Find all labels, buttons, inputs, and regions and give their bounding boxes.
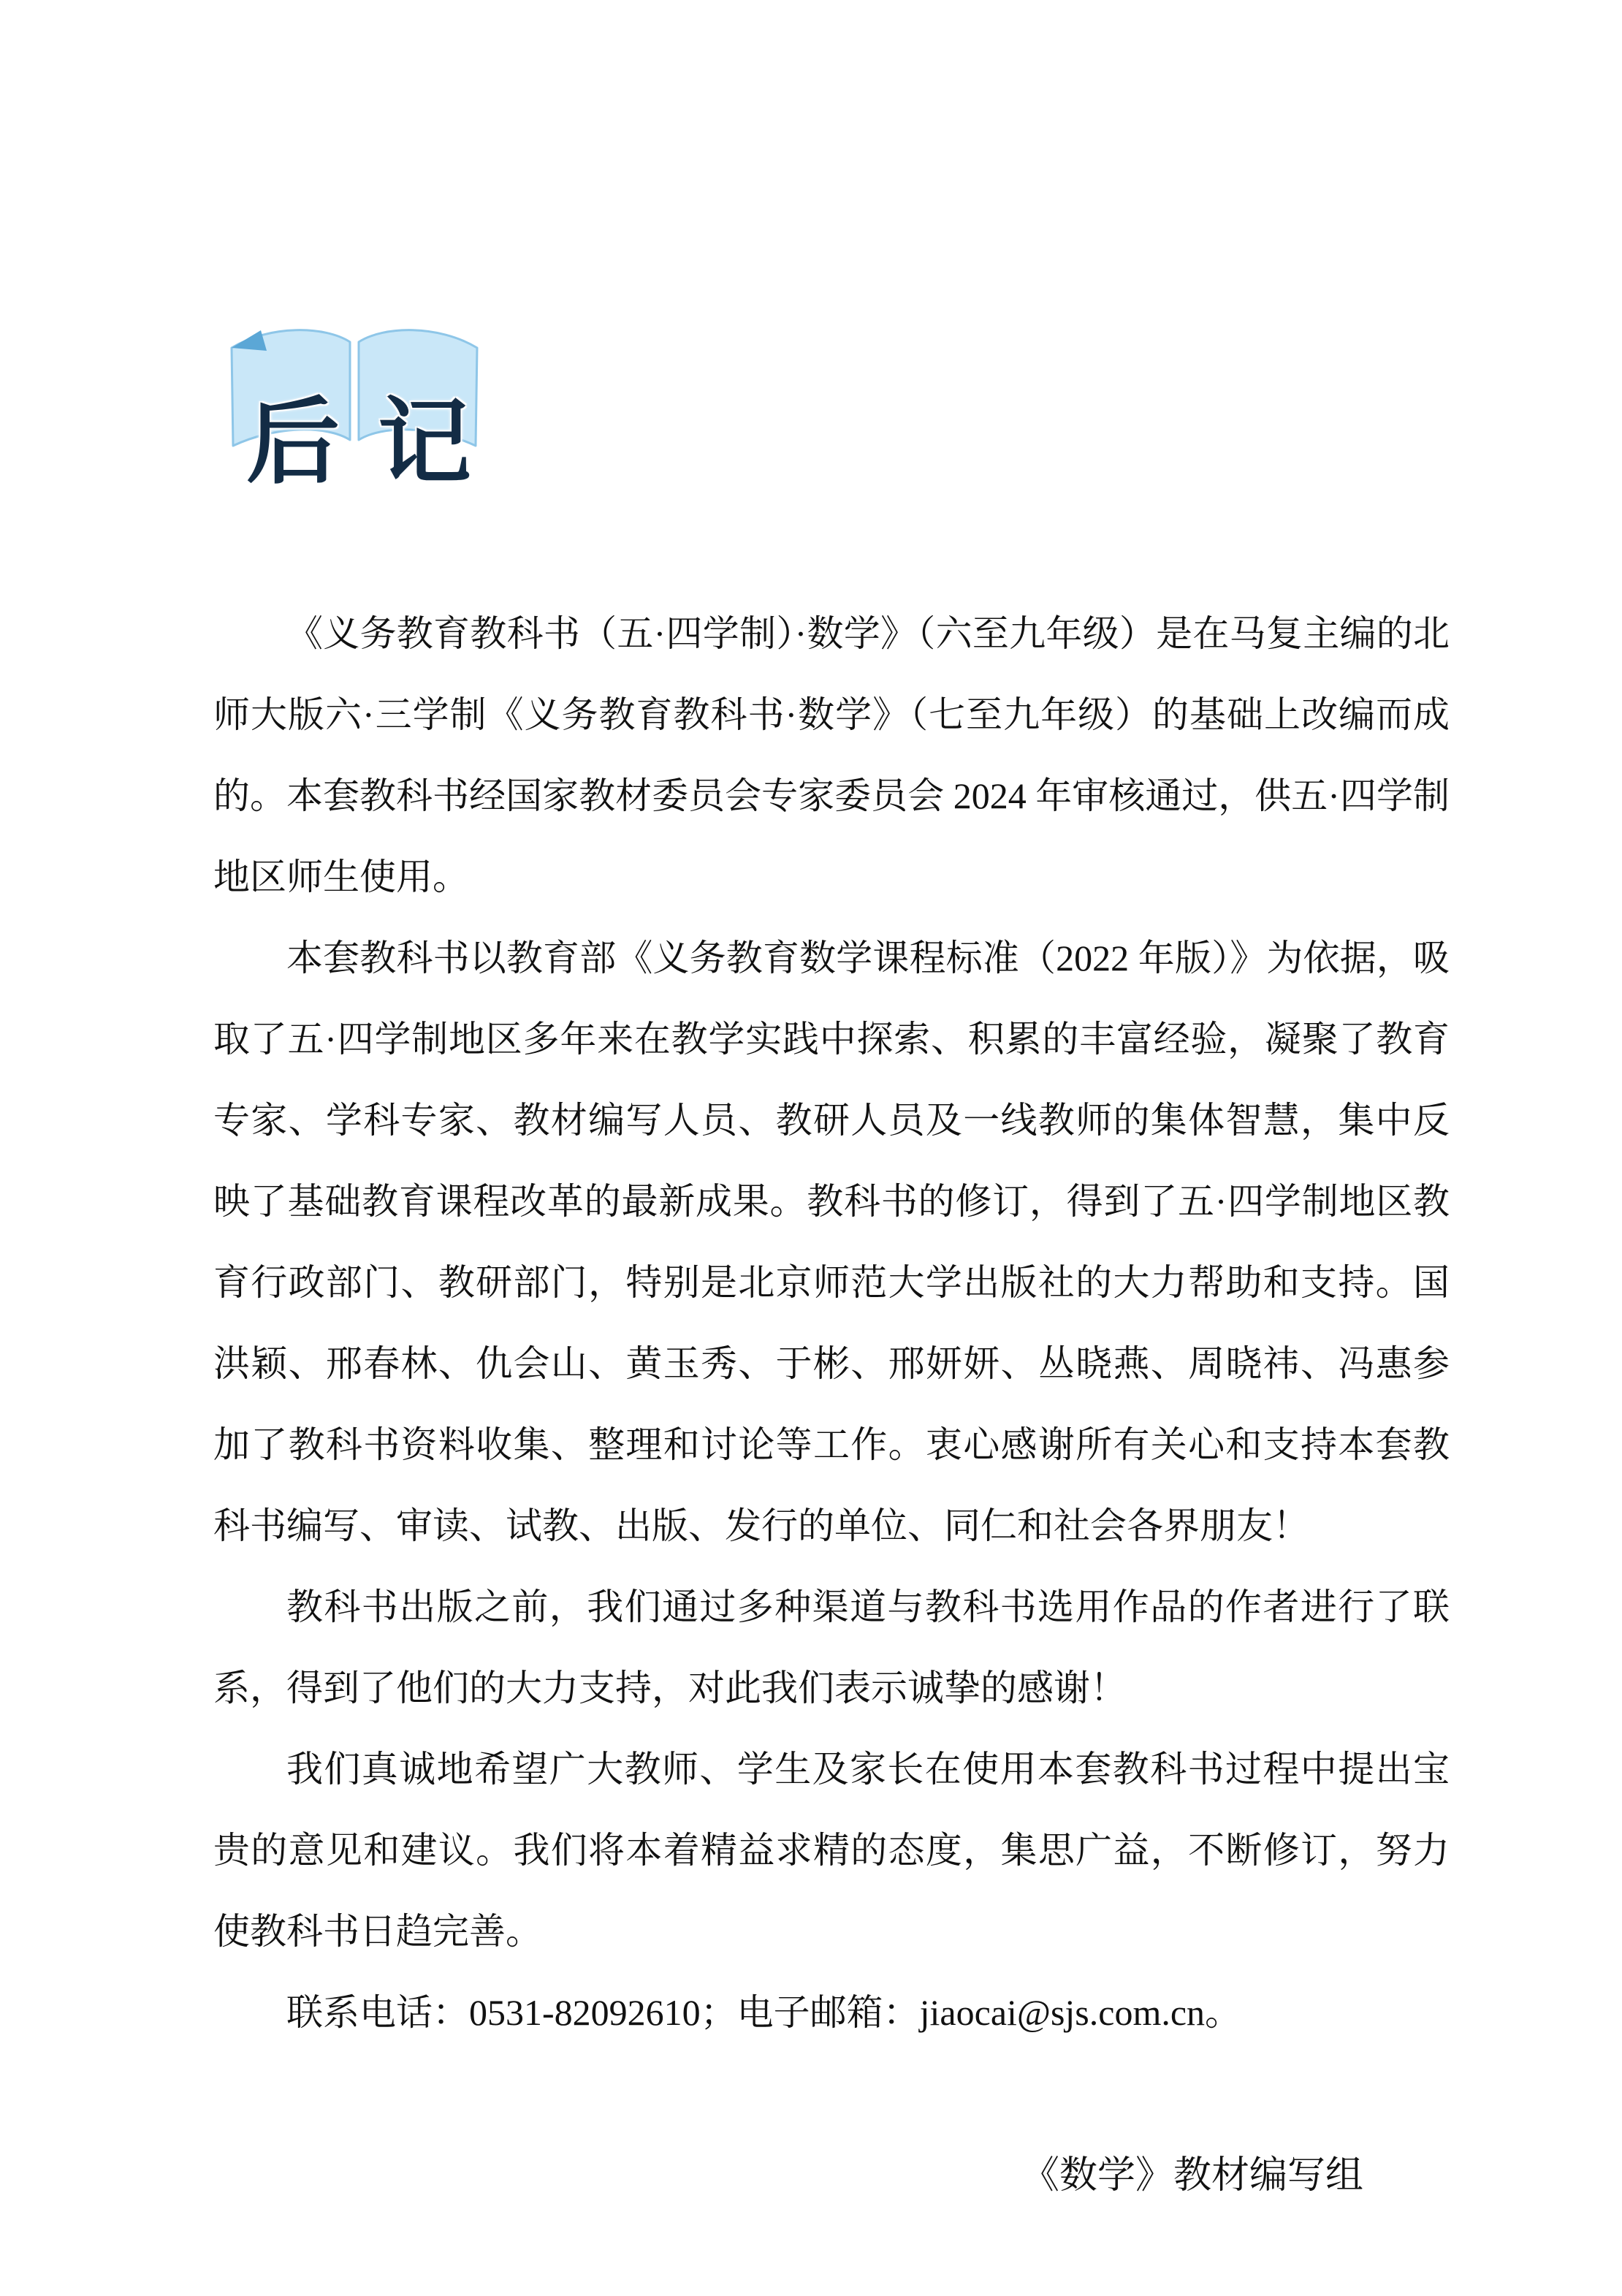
open-book-corner-accent: [232, 330, 267, 351]
paragraph-1: 《义务教育教科书（五·四学制）·数学》（六至九年级）是在马复主编的北师大版六·三学制《义务教育教科书·数学》（七至九年级）的基础上改编而成的。本套教科书经国家教材委员会专家委员会 2024 年审核通过，供五·四学制地区师生使用。: [213, 613, 1450, 897]
title-block: [216, 314, 522, 495]
signature: 《数学》教材编写组: [1021, 2154, 1363, 2197]
contact-line: 联系电话：0531-82092610；电子邮箱：jiaocai@sjs.com.cn。: [286, 1992, 1242, 2033]
page-title: 后记: [246, 390, 510, 495]
paragraph-3: 教科书出版之前，我们通过多种渠道与教科书选用作品的作者进行了联系，得到了他们的大力支持，对此我们表示诚挚的感谢！: [213, 1586, 1450, 1708]
body-text: [213, 593, 1450, 2216]
paragraph-2: 本套教科书以教育部《义务教育数学课程标准（2022 年版）》为依据，吸取了五·四学制地区多年来在教学实践中探索、积累的丰富经验，凝聚了教育专家、学科专家、教材编写人员、教研人员及一线教师的集体智慧，集中反映了基础教育课程改革的最新成果。教科书的修订，得到了五·四学制地区教育行政部门、教研部门，特别是北京师范大学出版社的大力帮助和支持。国洪颖、邢春林、仇会山、黄玉秀、于彬、邢妍妍、丛晓燕、周晓祎、冯惠参加了教科书资料收集、整理和讨论等工作。衷心感谢所有关心和支持本套教科书编写、审读、试教、出版、发行的单位、同仁和社会各界朋友！: [213, 938, 1450, 1546]
paragraph-4: 我们真诚地希望广大教师、学生及家长在使用本套教科书过程中提出宝贵的意见和建议。我们将本着精益求精的态度，集思广益，不断修订，努力使教科书日趋完善。: [213, 1749, 1450, 1952]
